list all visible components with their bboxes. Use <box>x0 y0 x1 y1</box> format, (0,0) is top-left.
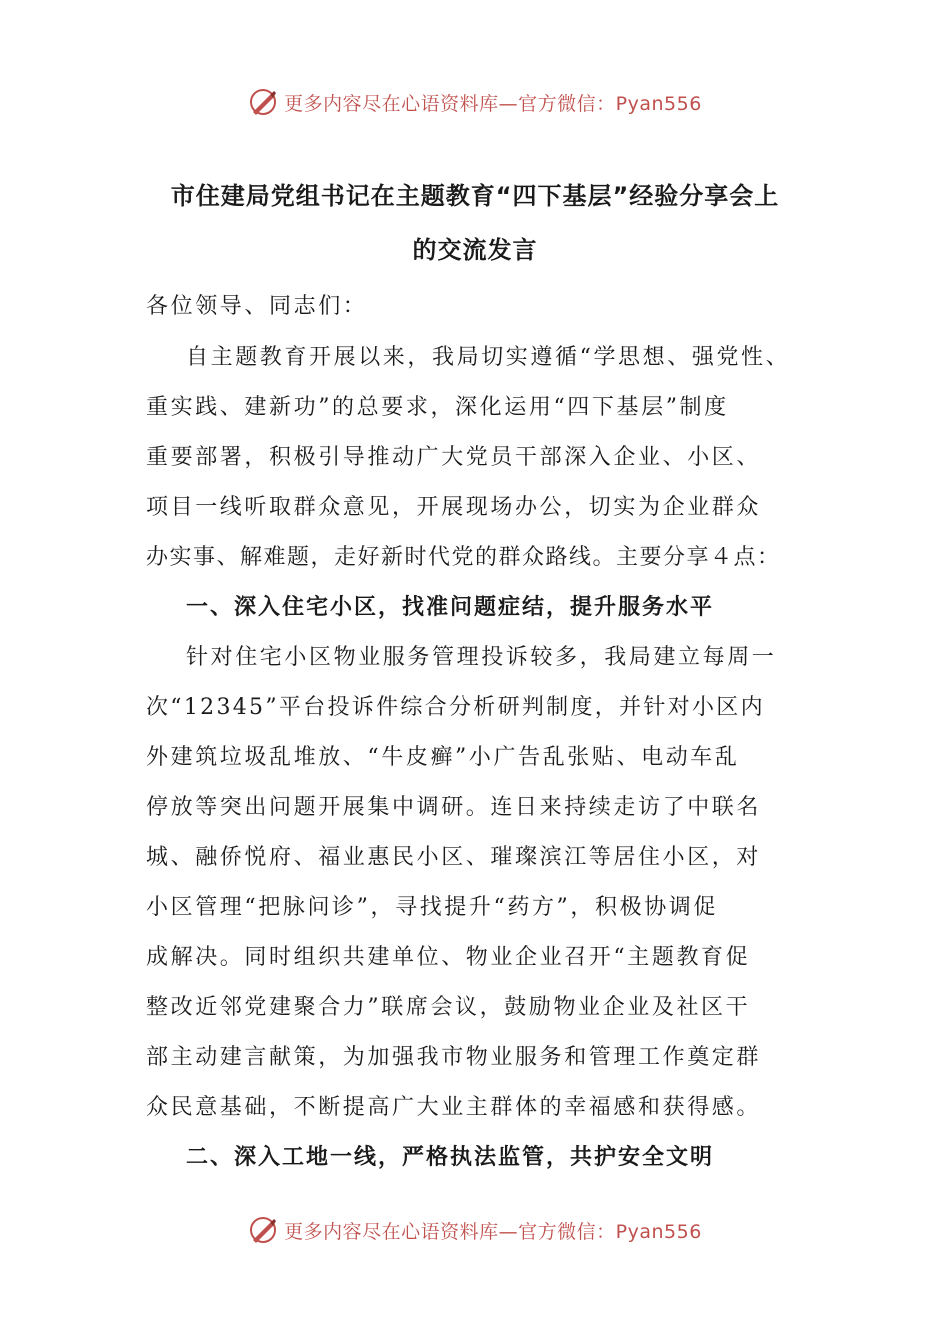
document-title-line-1: 市住建局党组书记在主题教育“四下基层”经验分享会上 <box>170 182 780 210</box>
paragraph-line: 众民意基础，不断提高广大业主群体的幸福感和获得感。 <box>146 1095 762 1120</box>
banner-text: 更多内容尽在心语资料库—官方微信：Pyan556 <box>284 92 702 115</box>
paragraph-line: 重实践、建新功”的总要求，深化运用“四下基层”制度 <box>146 395 729 420</box>
section-heading-1: 一、深入住宅小区，找准问题症结，提升服务水平 <box>186 595 715 620</box>
paragraph-line: 整改近邻党建聚合力”联席会议，鼓励物业企业及社区干 <box>146 995 751 1020</box>
salutation: 各位领导、同志们： <box>146 294 368 319</box>
top-banner[interactable] <box>0 82 950 122</box>
paragraph-line: 重要部署，积极引导推动广大党员干部深入企业、小区、 <box>146 445 762 470</box>
paragraph-line: 办实事、解难题，走好新时代党的群众路线。主要分享４点： <box>146 545 781 570</box>
paragraph-line: 小区管理“把脉问诊”，寻找提升“药方”，积极协调促 <box>146 895 718 920</box>
paragraph-line: 部主动建言献策，为加强我市物业服务和管理工作奠定群 <box>146 1045 762 1070</box>
paragraph-line: 次“12345”平台投诉件综合分析研判制度，并针对小区内 <box>146 695 765 720</box>
paragraph-line: 针对住宅小区物业服务管理投诉较多，我局建立每周一 <box>186 645 777 670</box>
paragraph-line: 成解决。同时组织共建单位、物业企业召开“主题教育促 <box>146 945 751 970</box>
paragraph-line: 自主题教育开展以来，我局切实遵循“学思想、强党性、 <box>186 345 791 370</box>
paragraph-line: 城、融侨悦府、福业惠民小区、璀璨滨江等居住小区，对 <box>146 845 762 870</box>
paragraph-line: 项目一线听取群众意见，开展现场办公，切实为企业群众 <box>146 495 762 520</box>
bottom-banner[interactable] <box>0 1210 950 1250</box>
section-heading-2: 二、深入工地一线，严格执法监管，共护安全文明 <box>186 1145 715 1170</box>
pen-in-circle-icon <box>248 1215 278 1245</box>
banner-text: 更多内容尽在心语资料库—官方微信：Pyan556 <box>284 1220 702 1243</box>
paragraph-line: 外建筑垃圾乱堆放、“牛皮癣”小广告乱张贴、电动车乱 <box>146 745 740 770</box>
document-title-line-2: 的交流发言 <box>412 236 538 264</box>
pen-in-circle-icon <box>248 87 278 117</box>
paragraph-line: 停放等突出问题开展集中调研。连日来持续走访了中联名 <box>146 795 762 820</box>
